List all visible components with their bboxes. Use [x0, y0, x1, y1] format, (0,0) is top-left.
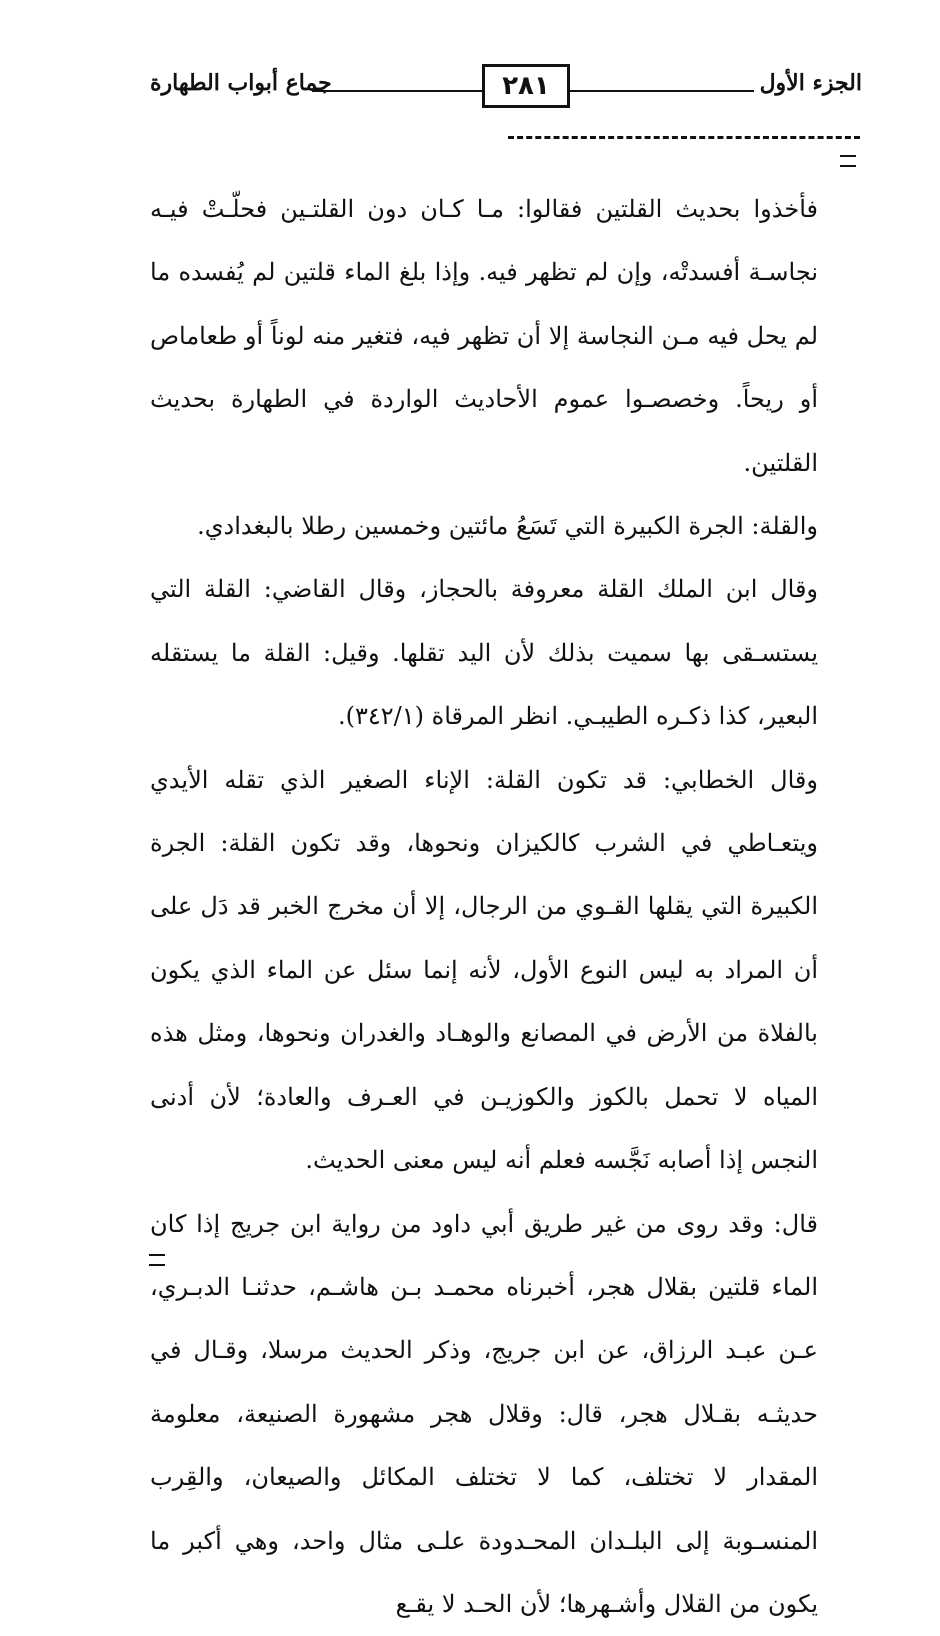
paragraph-al-khattabi: وقال الخطابي: قد تكون القلة: الإناء الصغير الذي تقله الأيدي ويتعـاطي في الشرب كالكيزان ونحوها، وقد تكون القلة: الجرة الكبيرة التي يقلها القـوي من الرجال، إلا أن مخرج الخبر قد دَل على أن المراد به ليس النوع الأول، لأنه إنما سئل عن الماء الذي يكون بالفلاة من الأرض في المصانع والوهـاد والغدران ونحوها، ومثل هذه المياه لا تحمل بالكوز والكوزيـن في العـرف والعادة؛ لأن أدنى النجس إذا أصابه نَجَّسه فعلم أنه ليس معنى الحديث. [150, 749, 818, 1193]
volume-title: الجزء الأول [760, 70, 862, 96]
footnote-separator [508, 136, 860, 139]
paragraph-ibn-al-malik: وقال ابن الملك القلة معروفة بالحجاز، وقال القاضي: القلة التي يستسـقى بها سميت بذلك لأن اليد تقلها. وقيل: القلة ما يستقله البعير، كذا ذكـره الطيبـي. انظر المرقاة (٣٤٢/١). [150, 558, 818, 748]
paragraph-qulla-definition: والقلة: الجرة الكبيرة التي تَسَعُ مائتين وخمسين رطلا بالبغدادي. [150, 495, 818, 558]
page-number: ٢٨١ [482, 64, 570, 108]
paragraph-qullatayn: فأخذوا بحديث القلتين فقالوا: مـا كـان دون القلتـين فحلّـتْ فيـه نجاسـة أفسدتْه، وإن لم تظهر فيه. وإذا بلغ الماء قلتين لم يُفسده ما لم يحل فيه مـن النجاسة إلا أن تظهر فيه، فتغير منه لوناً أو طعاماص أو ريحاً. وخصصـوا عموم الأحاديث الواردة في الطهارة بحديث القلتين. [150, 178, 818, 495]
header-rule-right [570, 90, 754, 92]
running-header [150, 62, 862, 112]
chapter-title: جماع أبواب الطهارة [150, 70, 332, 96]
paragraph-qilal-hajar: قال: وقد روى من غير طريق أبي داود من رواية ابن جريج إذا كان الماء قلتين بقلال هجر، أخبرناه محمـد بـن هاشـم، حدثنـا الدبـري، عـن عبـد الرزاق، عن ابن جريج، وذكر الحديث مرسلا، وقـال في حديثـه بقـلال هجر، قال: وقلال هجر مشهورة الصنيعة، معلومة المقدار لا تختلف، كما لا تختلف المكائل والصيعان، والقِرب المنسـوبة إلى البلـدان المحـدودة علـى مثال واحد، وهي أكبر ما يكون من القلال وأشـهرها؛ لأن الحـد لا يقـع [150, 1193, 818, 1636]
header-rule-left [312, 90, 482, 92]
footnote-text [150, 178, 818, 1636]
continuation-mark-bottom [149, 1254, 165, 1266]
continuation-mark-top [840, 155, 856, 167]
